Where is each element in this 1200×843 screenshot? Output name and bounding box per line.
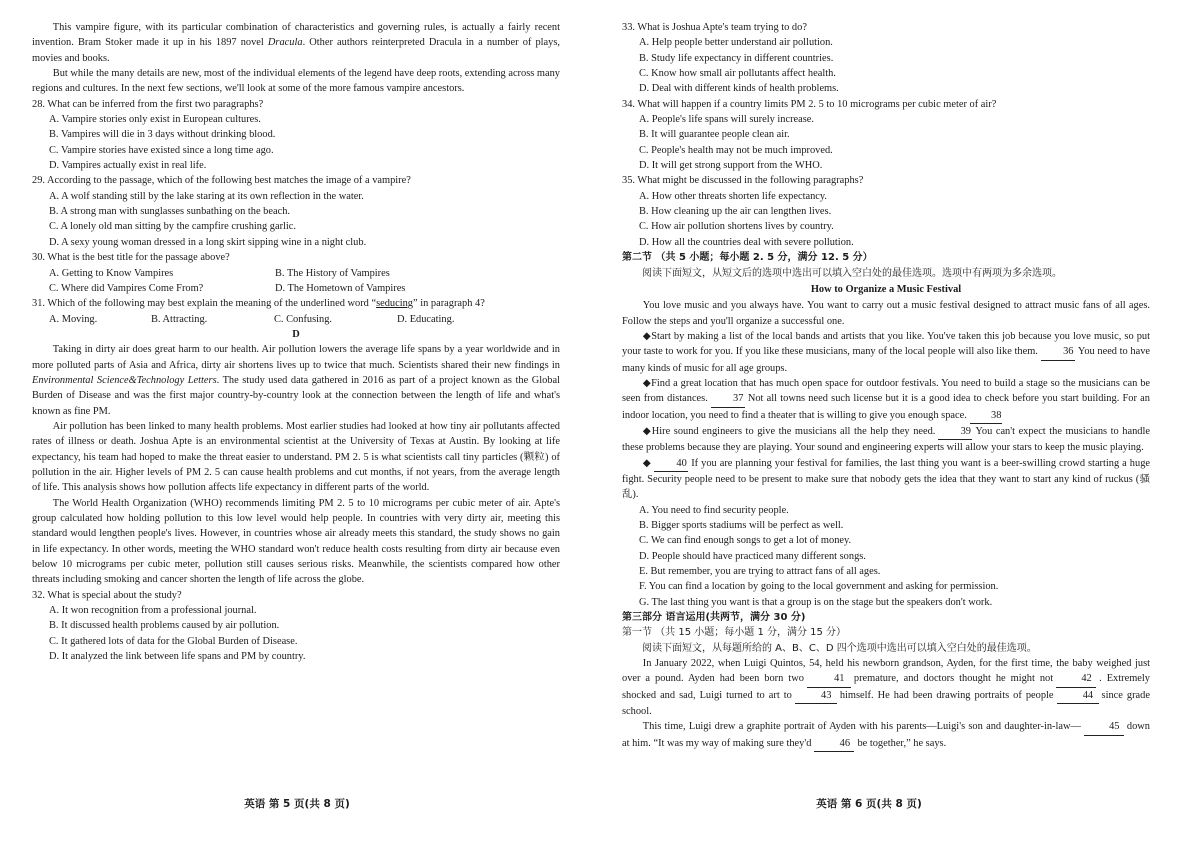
q31-option: D. Educating. [397, 313, 455, 325]
q31-options [32, 312, 560, 327]
cloze-paragraph-2 [622, 719, 1150, 752]
blank-44: 44 [1057, 688, 1099, 704]
blank-43: 43 [795, 688, 837, 704]
q28-option: B. Vampires will die in 3 days without drinking blood. [49, 129, 276, 141]
q32-option: C. It gathered lots of data for the Global Burden of Disease. [49, 635, 298, 647]
paragraph-text: down at him. “It was my way of making sure they'd [622, 721, 1150, 749]
section-d-heading: D [292, 328, 300, 340]
festival-paragraph-2 [622, 329, 1150, 376]
paragraph-text: ◆Start by making a list of the local bands and artists that you like. You've taken this job because you love music, so put your taste to work for you. If you like these musicians, many of the local people will also like them. [622, 330, 1150, 358]
paragraph-text: If you are planning your festival for families, the last thing you want is a beer-swilling crowd starting a huge fight. Security people need to be present to make sure that nobody gets the idea that they want to start any kind of ruckus (骚乱). [622, 457, 1150, 501]
vampire-paragraph-2: But while the many details are new, most of the individual elements of the legend have deep roots, extending across many regions and cultures. In the next few sections, we'll look at some of the more famous vampire ancestors. [32, 68, 560, 95]
question-33: 33. What is Joshua Apte's team trying to do? [622, 22, 807, 33]
question-29: 29. According to the passage, which of the following best matches the image of a vampire? [32, 175, 411, 187]
part-3-instructions: 阅读下面短文，从每题所给的 A、B、C、D 四个选项中选出可以填入空白处的最佳选项。 [642, 642, 1037, 654]
blank-45: 45 [1084, 719, 1124, 735]
book-title: Dracula [267, 37, 303, 49]
q30-option: D. The Hometown of Vampires [275, 282, 406, 294]
q30-option: A. Getting to Know Vampires [49, 267, 174, 279]
blank-40: 40 [654, 456, 688, 472]
q33-option: D. Deal with different kinds of health problems. [639, 83, 839, 95]
right-column [622, 20, 1150, 752]
blank-39: 39 [938, 424, 972, 440]
festival-option: A. You need to find security people. [639, 504, 789, 516]
festival-paragraph-4 [622, 424, 1150, 456]
q31-option: C. Confusing. [274, 313, 333, 325]
paragraph-text: . Extremely shocked and sad, Luigi turned to art to [622, 673, 1150, 701]
festival-paragraph-1: You love music and you always have. You want to carry out a music festival designed to attract music fans of all ages. Follow the steps and you'll organize a successful one. [622, 300, 1150, 327]
paragraph-text: since grade school. [622, 689, 1150, 718]
paragraph-text: premature, and doctors thought he might not [853, 673, 1054, 685]
blank-36: 36 [1041, 344, 1075, 360]
q29-option: B. A strong man with sunglasses sunbathing on the beach. [49, 206, 290, 218]
paragraph-text: This time, Luigi drew a graphite portrait of Ayden with his parents—Luigi's son and daughter-in-law— [642, 721, 1081, 733]
q34-option: D. It will get strong support from the WHO. [639, 160, 823, 172]
festival-option: B. Bigger sports stadiums will be perfect as well. [639, 520, 844, 531]
paragraph-text: be together,” he says. [857, 737, 947, 749]
festival-option: F. You can find a location by going to the local government and asking for permission. [639, 581, 999, 593]
q32-option: D. It analyzed the link between life spans and PM by country. [49, 651, 306, 663]
q32-option: B. It discussed health problems caused by air pollution. [49, 620, 280, 632]
question-31 [32, 296, 560, 311]
blank-37: 37 [711, 391, 745, 407]
paragraph-text: . The study used data gathered in 2016 as part of a project known as the Global Burden of Disease and was the first major country-by-country look at the connection between the length of life and what's known as fine PM. [32, 374, 560, 417]
question-30: 30. What is the best title for the passage above? [32, 252, 230, 264]
question-28: 28. What can be inferred from the first two paragraphs? [32, 98, 264, 110]
q35-option: C. How air pollution shortens lives by country. [639, 221, 834, 233]
paragraph-text: You can't expect the musicians to handle these problems because they are playing. Your sound and engineering experts will allow your stars to keep the music playing. [622, 425, 1150, 454]
blank-46: 46 [814, 736, 854, 752]
page-footer: 英语 第 5 页(共 8 页) [244, 798, 350, 810]
festival-paragraph-3 [622, 376, 1150, 424]
q33-option: C. Know how small air pollutants affect health. [639, 68, 836, 80]
q35-option: A. How other threats shorten life expectancy. [639, 190, 828, 202]
blank-38: 38 [970, 408, 1002, 424]
right-page [598, 0, 1200, 843]
cloze-paragraph-1 [622, 656, 1150, 719]
q30-option: C. Where did Vampires Come From? [49, 282, 204, 294]
journal-title: Environmental Science&Technology Letters [32, 374, 217, 386]
part-3-title: 第三部分 语言运用(共两节，满分 30 分) [622, 612, 806, 624]
q29-option: A. A wolf standing still by the lake staring at its own reflection in the water. [49, 190, 364, 202]
q29-option: D. A sexy young woman dressed in a long skirt sipping wine in a night club. [49, 236, 367, 248]
q33-option: B. Study life expectancy in different countries. [639, 52, 834, 64]
q30-options [32, 266, 560, 297]
q28-option: D. Vampires actually exist in real life. [49, 160, 207, 172]
q34-option: A. People's life spans will surely increase. [639, 114, 815, 126]
paragraph-text: ◆Hire sound engineers to give the musicians all the help they need. [642, 425, 936, 437]
underlined-word: seducing [376, 298, 413, 310]
q35-option: B. How cleaning up the air can lengthen lives. [639, 206, 832, 218]
section-2-title: 第二节 （共 5 小题；每小题 2. 5 分，满分 12. 5 分） [622, 252, 873, 264]
paragraph-text: In January 2022, when Luigi Quintos, 54, held his newborn grandson, Ayden, for the first time, the baby weighed just over a pound. Ayden had been born two [622, 658, 1150, 685]
paragraph-text: This vampire figure, with its particular combination of characteristics and governing rules, is actually a fairly recent invention. Bram Stoker made it up in his 1897 novel [32, 22, 560, 49]
question-32: 32. What is special about the study? [32, 589, 182, 601]
q28-option: A. Vampire stories only exist in European cultures. [49, 114, 261, 126]
part-3-section-1-title: 第一节 （共 15 小题；每小题 1 分，满分 15 分） [622, 627, 847, 639]
q31-option: B. Attracting. [151, 313, 208, 325]
vampire-paragraph-1 [32, 20, 560, 66]
q34-option: C. People's health may not be much improved. [639, 144, 833, 156]
paragraph-text: ◆Find a great location that has much open space for outdoor festivals. You need to build a stage so the musicians can be seen from distances. [622, 377, 1150, 405]
d-paragraph-1 [32, 342, 560, 419]
question-text: 31. Which of the following may best explain the meaning of the underlined word “ [32, 298, 377, 310]
page-footer: 英语 第 6 页(共 8 页) [816, 798, 922, 810]
d-paragraph-2: Air pollution has been linked to many health problems. Most earlier studies had looked at how tiny air pollutants affected rates of illness or death. Joshua Apte is an environmental scientist at the University of Texas at Austin. By looking at life expectancy, his team had hoped to make the threat easier to understand. PM 2. 5 is what scientists call tiny particles (颗粒) of pollution in the air. Higher levels of PM 2. 5 can cause health problems and cut months, if not years, from the average length of life. This analysis shows how pollution affects life expectancy in different parts of the world. [32, 420, 560, 494]
q30-option: B. The History of Vampires [275, 267, 390, 279]
paragraph-text: . Other authors reinterpreted Dracula in a number of plays, movies and books. [32, 37, 560, 64]
paragraph-text: Not all towns need such license but it is a good idea to check before you start building. For an indoor location, you need to find a theater that is willing to give you enough space. [622, 393, 1150, 421]
paragraph-text: Taking in dirty air does great harm to our health. Air pollution lowers the average life spans by a year worldwide and in more polluted parts of Asia and Africa, dirty air shortens lives up to twice that much. Scientists shared their new findings in [32, 344, 560, 371]
q34-option: B. It will guarantee people clean air. [639, 129, 790, 141]
q31-option: A. Moving. [49, 313, 98, 325]
festival-option: E. But remember, you are trying to attract fans of all ages. [639, 566, 881, 578]
bullet-diamond: ◆ [642, 457, 652, 469]
d-paragraph-3: The World Health Organization (WHO) recommends limiting PM 2. 5 to 10 micrograms per cubic meter of air. Apte's group calculated how holding pollution to this low level would help people. In countries with very dirty air, meeting this standard would lengthen people's lives. However, in countries whose air already meets this standard, the study shows no gain in life expectancy. In other words, meeting the WHO standard won't reduce health costs resulting from dirty air because even below 10 micrograms per cubic meter, pollution still causes serious risks. Meanwhile, the scientists compared how other threats including smoking and cancer shorten the length of life across the globe. [32, 497, 560, 586]
blank-42: 42 [1056, 671, 1096, 687]
question-34: 34. What will happen if a country limits PM 2. 5 to 10 micrograms per cubic meter of air? [622, 98, 997, 110]
festival-option: C. We can find enough songs to get a lot of money. [639, 535, 852, 547]
left-column [32, 20, 560, 664]
section-2-instructions: 阅读下面短文，从短文后的选项中选出可以填入空白处的最佳选项。选项中有两项为多余选项。 [642, 267, 1062, 279]
question-text: ” in paragraph 4? [413, 298, 485, 310]
festival-paragraph-5 [622, 456, 1150, 503]
paragraph-text: You need to have many kinds of music for all age groups. [622, 346, 1150, 374]
passage-title: How to Organize a Music Festival [810, 283, 962, 295]
q32-option: A. It won recognition from a professional journal. [49, 605, 257, 617]
festival-option: D. People should have practiced many different songs. [639, 550, 866, 562]
festival-option: G. The last thing you want is that a group is on the stage but the speakers don't work. [639, 596, 993, 608]
blank-41: 41 [807, 671, 851, 687]
q28-option: C. Vampire stories have existed since a long time ago. [49, 144, 274, 156]
q33-option: A. Help people better understand air pollution. [639, 37, 833, 49]
left-page [0, 0, 594, 843]
q29-option: C. A lonely old man sitting by the campfire crushing garlic. [49, 221, 297, 233]
question-35: 35. What might be discussed in the following paragraphs? [622, 175, 864, 187]
paragraph-text: himself. He had been drawing portraits of people [839, 689, 1054, 701]
q35-option: D. How all the countries deal with severe pollution. [639, 236, 854, 248]
